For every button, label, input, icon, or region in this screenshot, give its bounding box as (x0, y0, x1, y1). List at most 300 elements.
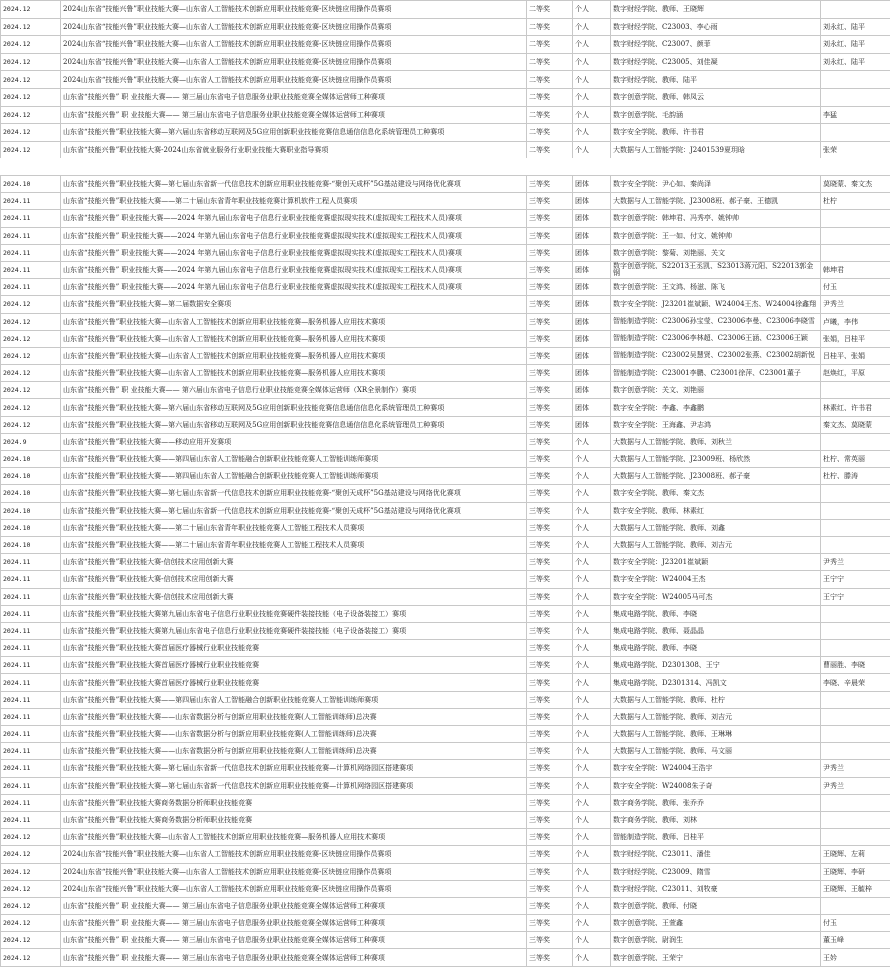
advisor-cell: 赵焕红，平原 (821, 365, 890, 382)
date-cell: 2024.10 (1, 502, 61, 519)
competition-name-cell: 2024山东省“技能兴鲁”职业技能大赛—山东省人工智能技术创新应用职业技能竞赛-区块链应用操作员赛项 (61, 846, 527, 863)
advisor-cell (821, 502, 890, 519)
advisor-cell (821, 382, 890, 399)
award-level-cell: 三等奖 (527, 811, 573, 828)
table-row (1, 708, 890, 725)
date-cell: 2024.12 (1, 949, 61, 966)
table-row (1, 227, 890, 244)
advisor-cell: 林素红、许书君 (821, 399, 890, 416)
award-level-cell: 三等奖 (527, 210, 573, 227)
date-cell: 2024.12 (1, 106, 61, 124)
advisor-cell: 曹丽胜、李晓 (821, 657, 890, 674)
competition-name-cell: 山东省“技能兴鲁”职业技能大赛-2024山东省就业服务行业职业技能大赛职业指导赛项 (61, 141, 527, 159)
winner-cell: 智能制造学院、教师、吕桂平 (611, 829, 821, 846)
competition-name-cell: 2024山东省“技能兴鲁”职业技能大赛—山东省人工智能技术创新应用职业技能竞赛-区块链应用操作员赛项 (61, 53, 527, 71)
award-level-cell: 三等奖 (527, 416, 573, 433)
winner-cell: 数字安全学院：W24004王浩宇 (611, 760, 821, 777)
advisor-cell (821, 605, 890, 622)
award-level-cell: 三等奖 (527, 605, 573, 622)
winner-cell: 数字安全学院、教师、许书君 (611, 124, 821, 142)
award-level-cell: 二等奖 (527, 88, 573, 106)
competition-name-cell: 2024山东省“技能兴鲁”职业技能大赛—山东省人工智能技术创新应用职业技能竞赛-区块链应用操作员赛项 (61, 71, 527, 89)
table-row (1, 691, 890, 708)
date-cell: 2024.12 (1, 365, 61, 382)
table-row (1, 53, 890, 71)
award-level-cell: 二等奖 (527, 106, 573, 124)
table-row (1, 106, 890, 124)
date-cell: 2024.11 (1, 605, 61, 622)
competition-name-cell: 山东省“技能兴鲁”职业技能大赛——移动应用开发赛项 (61, 433, 527, 450)
date-cell: 2024.10 (1, 451, 61, 468)
category-cell: 团体 (573, 296, 611, 313)
date-cell: 2024.12 (1, 399, 61, 416)
category-cell: 个人 (573, 588, 611, 605)
category-cell: 个人 (573, 1, 611, 19)
competition-name-cell: 山东省“技能兴鲁”职业技能大赛—第七届山东省新一代信息技术创新应用职业技能竞赛-“聚创天成杯”5G基站建设与网络优化赛项 (61, 176, 527, 193)
date-cell: 2024.12 (1, 141, 61, 159)
competition-name-cell: 2024山东省“技能兴鲁”职业技能大赛—山东省人工智能技术创新应用职业技能竞赛-区块链应用操作员赛项 (61, 36, 527, 54)
winner-cell: 大数据与人工智能学院、教师、刘鑫 (611, 519, 821, 536)
date-cell: 2024.11 (1, 261, 61, 278)
table-row (1, 485, 890, 502)
category-cell: 个人 (573, 760, 611, 777)
category-cell: 个人 (573, 932, 611, 949)
advisor-cell (821, 622, 890, 639)
competition-name-cell: 山东省“技能兴鲁”职业技能大赛—第七届山东省新一代信息技术创新应用职业技能竞赛-“聚创天成杯”5G基站建设与网络优化赛项 (61, 502, 527, 519)
category-cell: 个人 (573, 88, 611, 106)
winner-cell: 智能制造学院：C23006李林超、C23006王涵、C23006王颖 (611, 330, 821, 347)
award-level-cell: 三等奖 (527, 519, 573, 536)
date-cell: 2024.11 (1, 622, 61, 639)
award-table-top (0, 0, 890, 159)
award-level-cell: 二等奖 (527, 124, 573, 142)
category-cell: 个人 (573, 141, 611, 159)
date-cell: 2024.11 (1, 640, 61, 657)
table-row (1, 244, 890, 261)
winner-cell: 大数据与人工智能学院、J23009班、杨欣然 (611, 451, 821, 468)
award-level-cell: 三等奖 (527, 244, 573, 261)
competition-name-cell: 山东省“技能兴鲁”职业技能大赛第九届山东省电子信息行业职业技能竞赛硬件装接技能（电子设备装接工）赛项 (61, 605, 527, 622)
advisor-cell: 尹秀兰 (821, 777, 890, 794)
category-cell: 个人 (573, 880, 611, 897)
award-level-cell: 三等奖 (527, 279, 573, 296)
date-cell: 2024.10 (1, 468, 61, 485)
advisor-cell: 王妗 (821, 949, 890, 966)
advisor-cell: 秦文杰、莫晓蒙 (821, 416, 890, 433)
date-cell: 2024.12 (1, 36, 61, 54)
advisor-cell: 王晓辉、王毓梓 (821, 880, 890, 897)
advisor-cell: 付玉 (821, 915, 890, 932)
competition-name-cell: 山东省“技能兴鲁”职业技能大赛—第六届山东省移动互联网及5G应用创新职业技能竞赛信息通信信息化系统管理员工种赛项 (61, 416, 527, 433)
table-row (1, 71, 890, 89)
advisor-cell: 杜柠、常英丽 (821, 451, 890, 468)
winner-cell: 大数据与人工智能学院、教师、杜柠 (611, 691, 821, 708)
winner-cell: 数字创意学院：王一如、付文、姚钟帅 (611, 227, 821, 244)
advisor-cell: 李猛 (821, 106, 890, 124)
award-table-top-section (0, 0, 890, 159)
date-cell: 2024.12 (1, 124, 61, 142)
award-level-cell: 三等奖 (527, 451, 573, 468)
table-row (1, 897, 890, 914)
table-row (1, 726, 890, 743)
table-row (1, 536, 890, 553)
award-level-cell: 三等奖 (527, 365, 573, 382)
date-cell: 2024.12 (1, 880, 61, 897)
date-cell: 2024.11 (1, 588, 61, 605)
winner-cell: 大数据与人工智能学院、J23008班、郝子豪、王德凯 (611, 193, 821, 210)
competition-name-cell: 山东省“技能兴鲁”职业技能大赛商务数据分析师职业技能竞赛 (61, 794, 527, 811)
competition-name-cell: 山东省“技能兴鲁” 职业技能大赛——2024 年第九届山东省电子信息行业职业技能竞赛虚拟现实技术(虚拟现实工程技术人员)赛项 (61, 227, 527, 244)
date-cell: 2024.11 (1, 811, 61, 828)
winner-cell: 数字商务学院、教师、张乔乔 (611, 794, 821, 811)
competition-name-cell: 山东省“技能兴鲁”职业技能大赛-信创技术应用创新大赛 (61, 554, 527, 571)
date-cell: 2024.10 (1, 485, 61, 502)
date-cell: 2024.11 (1, 210, 61, 227)
winner-cell: 大数据与人工智能学院、教师、刘吉元 (611, 536, 821, 553)
table-row (1, 124, 890, 142)
competition-name-cell: 山东省“技能兴鲁” 职业技能大赛——2024 年第九届山东省电子信息行业职业技能竞赛虚拟现实技术(虚拟现实工程技术人员)赛项 (61, 244, 527, 261)
advisor-cell: 付玉 (821, 279, 890, 296)
winner-cell: 数字财经学院、教师、王晓辉 (611, 1, 821, 19)
winner-cell: 数字创意学院：王文鸿、杨滋、陈飞 (611, 279, 821, 296)
winner-cell: 大数据与人工智能学院、J23008班、郝子豪 (611, 468, 821, 485)
table-row (1, 605, 890, 622)
competition-name-cell: 山东省“技能兴鲁”职业技能大赛—山东省人工智能技术创新应用职业技能竞赛—服务机器人应用技术赛项 (61, 829, 527, 846)
competition-name-cell: 山东省“技能兴鲁”职业技能大赛—第七届山东省新一代信息技术创新应用职业技能竞赛—计算机网络园区搭建赛项 (61, 760, 527, 777)
category-cell: 个人 (573, 554, 611, 571)
category-cell: 个人 (573, 829, 611, 846)
competition-name-cell: 山东省“技能兴鲁”职业技能大赛—第二届数据安全赛项 (61, 296, 527, 313)
award-level-cell: 三等奖 (527, 880, 573, 897)
competition-name-cell: 山东省“技能兴鲁”职业技能大赛首届医疗器械行业职业技能竞赛 (61, 657, 527, 674)
category-cell: 个人 (573, 18, 611, 36)
category-cell: 团体 (573, 382, 611, 399)
competition-name-cell: 山东省“技能兴鲁”职业技能大赛——第二十届山东省青年职业技能竞赛人工智能工程技术人员赛项 (61, 519, 527, 536)
table-row (1, 811, 890, 828)
advisor-cell: 董玉峰 (821, 932, 890, 949)
competition-name-cell: 山东省“技能兴鲁”职业技能大赛——第四届山东省人工智能融合创新职业技能竞赛人工智能训练师赛项 (61, 451, 527, 468)
category-cell: 个人 (573, 502, 611, 519)
winner-cell: 集成电路学院、D2301314、冯凯文 (611, 674, 821, 691)
date-cell: 2024.11 (1, 708, 61, 725)
advisor-cell (821, 124, 890, 142)
winner-cell: 数字商务学院、教师、刘林 (611, 811, 821, 828)
award-level-cell: 三等奖 (527, 330, 573, 347)
category-cell: 个人 (573, 53, 611, 71)
advisor-cell: 王晓辉、左莉 (821, 846, 890, 863)
award-level-cell: 三等奖 (527, 657, 573, 674)
advisor-cell (821, 71, 890, 89)
award-level-cell: 三等奖 (527, 296, 573, 313)
advisor-cell (821, 794, 890, 811)
winner-cell: 大数据与人工智能学院、教师、王琳琳 (611, 726, 821, 743)
date-cell: 2024.12 (1, 1, 61, 19)
award-level-cell: 三等奖 (527, 691, 573, 708)
table-row (1, 674, 890, 691)
competition-name-cell: 山东省“技能兴鲁”职业技能大赛首届医疗器械行业职业技能竞赛 (61, 640, 527, 657)
date-cell: 2024.11 (1, 726, 61, 743)
category-cell: 个人 (573, 106, 611, 124)
advisor-cell (821, 1, 890, 19)
advisor-cell: 王宁宁 (821, 571, 890, 588)
award-level-cell: 三等奖 (527, 674, 573, 691)
date-cell: 2024.11 (1, 743, 61, 760)
date-cell: 2024.12 (1, 347, 61, 364)
table-row (1, 622, 890, 639)
category-cell: 个人 (573, 863, 611, 880)
table-row (1, 451, 890, 468)
winner-cell: 数字财经学院、C23011、刘牧豪 (611, 880, 821, 897)
category-cell: 个人 (573, 794, 611, 811)
winner-cell: 数字创意学院、教师、韩凤云 (611, 88, 821, 106)
award-level-cell: 二等奖 (527, 1, 573, 19)
table-row (1, 330, 890, 347)
competition-name-cell: 山东省“技能兴鲁” 职业技能大赛——2024 年第九届山东省电子信息行业职业技能竞赛虚拟现实技术(虚拟现实工程技术人员)赛项 (61, 261, 527, 278)
date-cell: 2024.12 (1, 88, 61, 106)
competition-name-cell: 山东省“技能兴鲁” 职 业技能大赛—— 第三届山东省电子信息服务业职业技能竞赛全媒体运营师工种赛项 (61, 88, 527, 106)
table-row (1, 176, 890, 193)
table-row (1, 502, 890, 519)
winner-cell: 数字安全学院：王海鑫、尹志鸿 (611, 416, 821, 433)
table-row (1, 279, 890, 296)
advisor-cell (821, 811, 890, 828)
category-cell: 个人 (573, 811, 611, 828)
winner-cell: 数字创意学院：关文、刘艳丽 (611, 382, 821, 399)
table-row (1, 468, 890, 485)
winner-cell: 数字创意学院、S22013王丞凯、S23013蒋元阳、S22013郭金钢 (611, 261, 821, 278)
competition-name-cell: 2024山东省“技能兴鲁”职业技能大赛—山东省人工智能技术创新应用职业技能竞赛-区块链应用操作员赛项 (61, 1, 527, 19)
category-cell: 团体 (573, 416, 611, 433)
competition-name-cell: 山东省“技能兴鲁”职业技能大赛—第七届山东省新一代信息技术创新应用职业技能竞赛-“聚创天成杯”5G基站建设与网络优化赛项 (61, 485, 527, 502)
table-row (1, 571, 890, 588)
category-cell: 个人 (573, 846, 611, 863)
award-table-bottom (0, 175, 890, 967)
advisor-cell (821, 726, 890, 743)
award-level-cell: 三等奖 (527, 846, 573, 863)
competition-name-cell: 山东省“技能兴鲁”职业技能大赛—山东省人工智能技术创新应用职业技能竞赛—服务机器人应用技术赛项 (61, 330, 527, 347)
winner-cell: 数字安全学院：尹心如、秦尚泽 (611, 176, 821, 193)
competition-name-cell: 山东省“技能兴鲁”职业技能大赛商务数据分析师职业技能竞赛 (61, 811, 527, 828)
category-cell: 团体 (573, 227, 611, 244)
category-cell: 团体 (573, 365, 611, 382)
date-cell: 2024.11 (1, 691, 61, 708)
award-level-cell: 三等奖 (527, 382, 573, 399)
table-row (1, 794, 890, 811)
category-cell: 个人 (573, 674, 611, 691)
category-cell: 个人 (573, 949, 611, 966)
table-row (1, 949, 890, 966)
date-cell: 2024.11 (1, 554, 61, 571)
competition-name-cell: 山东省“技能兴鲁”职业技能大赛——第二十届山东省青年职业技能竞赛计算机软件工程人员赛项 (61, 193, 527, 210)
winner-cell: 数字安全学院、教师、林素红 (611, 502, 821, 519)
advisor-cell (821, 829, 890, 846)
winner-cell: 大数据与人工智能学院：J2401539夏玥晗 (611, 141, 821, 159)
date-cell: 2024.12 (1, 932, 61, 949)
advisor-cell (821, 708, 890, 725)
advisor-cell: 尹秀兰 (821, 554, 890, 571)
award-level-cell: 三等奖 (527, 468, 573, 485)
winner-cell: 大数据与人工智能学院、教师、刘秋兰 (611, 433, 821, 450)
advisor-cell (821, 433, 890, 450)
winner-cell: 数字财经学院、C23007、颜菲 (611, 36, 821, 54)
date-cell: 2024.9 (1, 433, 61, 450)
table-row (1, 554, 890, 571)
award-level-cell: 三等奖 (527, 502, 573, 519)
advisor-cell: 王宁宁 (821, 588, 890, 605)
advisor-cell: 张荣 (821, 141, 890, 159)
date-cell: 2024.11 (1, 777, 61, 794)
competition-name-cell: 山东省“技能兴鲁”职业技能大赛——山东省数据分析与创新应用职业技能竞赛(人工智能训练师)总决赛 (61, 726, 527, 743)
category-cell: 个人 (573, 897, 611, 914)
table-row (1, 640, 890, 657)
table-row (1, 1, 890, 19)
winner-cell: 数字安全学院：J23201崔斌颖、W24004王杰、W24004徐鑫翔 (611, 296, 821, 313)
winner-cell: 数字创意学院：韩坤君、冯秀亭、姚钟帅 (611, 210, 821, 227)
competition-name-cell: 山东省“技能兴鲁”职业技能大赛—山东省人工智能技术创新应用职业技能竞赛—服务机器人应用技术赛项 (61, 347, 527, 364)
winner-cell: 数字创意学院：黎菊、刘艳丽、关文 (611, 244, 821, 261)
date-cell: 2024.12 (1, 382, 61, 399)
table-row (1, 760, 890, 777)
advisor-cell: 李晓、辛晨荣 (821, 674, 890, 691)
competition-name-cell: 山东省“技能兴鲁”职业技能大赛——第二十届山东省青年职业技能竞赛人工智能工程技术人员赛项 (61, 536, 527, 553)
category-cell: 团体 (573, 261, 611, 278)
competition-name-cell: 山东省“技能兴鲁”职业技能大赛——第四届山东省人工智能融合创新职业技能竞赛人工智能训练师赛项 (61, 691, 527, 708)
winner-cell: 数字安全学院、教师、秦文杰 (611, 485, 821, 502)
advisor-cell: 王晓辉、李研 (821, 863, 890, 880)
advisor-cell: 韩坤君 (821, 261, 890, 278)
competition-name-cell: 山东省“技能兴鲁” 职 业技能大赛—— 第三届山东省电子信息服务业职业技能竞赛全媒体运营师工种赛项 (61, 915, 527, 932)
advisor-cell: 张娟，吕桂平 (821, 330, 890, 347)
table-row (1, 347, 890, 364)
category-cell: 个人 (573, 640, 611, 657)
category-cell: 个人 (573, 485, 611, 502)
table-row (1, 296, 890, 313)
advisor-cell: 刘永红、陆平 (821, 18, 890, 36)
category-cell: 团体 (573, 279, 611, 296)
award-level-cell: 二等奖 (527, 18, 573, 36)
date-cell: 2024.12 (1, 330, 61, 347)
competition-name-cell: 2024山东省“技能兴鲁”职业技能大赛—山东省人工智能技术创新应用职业技能竞赛-区块链应用操作员赛项 (61, 880, 527, 897)
award-level-cell: 三等奖 (527, 794, 573, 811)
category-cell: 个人 (573, 536, 611, 553)
winner-cell: 数字财经学院、教师、陆平 (611, 71, 821, 89)
award-level-cell: 三等奖 (527, 571, 573, 588)
award-level-cell: 三等奖 (527, 863, 573, 880)
award-level-cell: 三等奖 (527, 708, 573, 725)
winner-cell: 数字创意学院、毛韵涵 (611, 106, 821, 124)
award-level-cell: 三等奖 (527, 897, 573, 914)
award-level-cell: 三等奖 (527, 227, 573, 244)
winner-cell: 数字安全学院：W24005马可杰 (611, 588, 821, 605)
award-level-cell: 二等奖 (527, 71, 573, 89)
date-cell: 2024.12 (1, 416, 61, 433)
award-level-cell: 三等奖 (527, 777, 573, 794)
advisor-cell: 杜柠 (821, 193, 890, 210)
award-level-cell: 三等奖 (527, 949, 573, 966)
advisor-cell (821, 897, 890, 914)
competition-name-cell: 山东省“技能兴鲁”职业技能大赛—第七届山东省新一代信息技术创新应用职业技能竞赛—计算机网络园区搭建赛项 (61, 777, 527, 794)
table-row (1, 433, 890, 450)
date-cell: 2024.12 (1, 863, 61, 880)
date-cell: 2024.12 (1, 296, 61, 313)
competition-name-cell: 山东省“技能兴鲁”职业技能大赛首届医疗器械行业职业技能竞赛 (61, 674, 527, 691)
category-cell: 个人 (573, 433, 611, 450)
category-cell: 团体 (573, 176, 611, 193)
date-cell: 2024.10 (1, 519, 61, 536)
competition-name-cell: 山东省“技能兴鲁”职业技能大赛——山东省数据分析与创新应用职业技能竞赛(人工智能训练师)总决赛 (61, 743, 527, 760)
winner-cell: 数字财经学院、C23011、潘佳 (611, 846, 821, 863)
winner-cell: 数字创意学院、尉润生 (611, 932, 821, 949)
competition-name-cell: 山东省“技能兴鲁” 职业技能大赛——2024 年第九届山东省电子信息行业职业技能竞赛虚拟现实技术(虚拟现实工程技术人员)赛项 (61, 279, 527, 296)
category-cell: 个人 (573, 468, 611, 485)
table-row (1, 519, 890, 536)
advisor-cell (821, 244, 890, 261)
advisor-cell: 刘永红、陆平 (821, 53, 890, 71)
table-row (1, 36, 890, 54)
competition-name-cell: 山东省“技能兴鲁”职业技能大赛——山东省数据分析与创新应用职业技能竞赛(人工智能训练师)总决赛 (61, 708, 527, 725)
date-cell: 2024.11 (1, 244, 61, 261)
table-row (1, 210, 890, 227)
winner-cell: 集成电路学院、教师、聂晶晶 (611, 622, 821, 639)
competition-name-cell: 山东省“技能兴鲁”职业技能大赛第九届山东省电子信息行业职业技能竞赛硬件装接技能（电子设备装接工）赛项 (61, 622, 527, 639)
award-level-cell: 三等奖 (527, 193, 573, 210)
table-row (1, 193, 890, 210)
winner-cell: 数字安全学院：李鑫、李鑫鹏 (611, 399, 821, 416)
category-cell: 个人 (573, 124, 611, 142)
category-cell: 团体 (573, 330, 611, 347)
category-cell: 个人 (573, 605, 611, 622)
table-row (1, 880, 890, 897)
winner-cell: 数字安全学院：J23201崔斌颖 (611, 554, 821, 571)
date-cell: 2024.11 (1, 760, 61, 777)
winner-cell: 集成电路学院、D2301308、王宁 (611, 657, 821, 674)
advisor-cell: 卢曦，李伟 (821, 313, 890, 330)
category-cell: 团体 (573, 313, 611, 330)
advisor-cell (821, 210, 890, 227)
date-cell: 2024.12 (1, 313, 61, 330)
category-cell: 个人 (573, 71, 611, 89)
date-cell: 2024.11 (1, 571, 61, 588)
award-table-bottom-section (0, 175, 890, 967)
winner-cell: 数字财经学院、C23005、刘佳凝 (611, 53, 821, 71)
advisor-cell (821, 485, 890, 502)
table-row (1, 743, 890, 760)
table-row (1, 829, 890, 846)
competition-name-cell: 山东省“技能兴鲁”职业技能大赛—第六届山东省移动互联网及5G应用创新职业技能竞赛信息通信信息化系统管理员工种赛项 (61, 124, 527, 142)
competition-name-cell: 山东省“技能兴鲁”职业技能大赛—山东省人工智能技术创新应用职业技能竞赛—服务机器人应用技术赛项 (61, 313, 527, 330)
winner-cell: 大数据与人工智能学院、教师、刘吉元 (611, 708, 821, 725)
date-cell: 2024.12 (1, 71, 61, 89)
award-level-cell: 三等奖 (527, 536, 573, 553)
date-cell: 2024.11 (1, 193, 61, 210)
winner-cell: 数字创意学院、教师、付晓 (611, 897, 821, 914)
competition-name-cell: 山东省“技能兴鲁”职业技能大赛-信创技术应用创新大赛 (61, 588, 527, 605)
table-row (1, 261, 890, 278)
category-cell: 团体 (573, 210, 611, 227)
advisor-cell: 吕桂平、张娟 (821, 347, 890, 364)
table-row (1, 141, 890, 159)
table-row (1, 313, 890, 330)
table-row (1, 18, 890, 36)
date-cell: 2024.12 (1, 897, 61, 914)
advisor-cell (821, 536, 890, 553)
winner-cell: 集成电路学院、教师、李晓 (611, 605, 821, 622)
winner-cell: 数字财经学院、C23009、隋雪 (611, 863, 821, 880)
competition-name-cell: 山东省“技能兴鲁”职业技能大赛—山东省人工智能技术创新应用职业技能竞赛—服务机器人应用技术赛项 (61, 365, 527, 382)
advisor-cell (821, 519, 890, 536)
winner-cell: 数字安全学院：W24004王杰 (611, 571, 821, 588)
winner-cell: 智能制造学院：C23006孙宝莹、C23006李曼、C23006李晓雪 (611, 313, 821, 330)
